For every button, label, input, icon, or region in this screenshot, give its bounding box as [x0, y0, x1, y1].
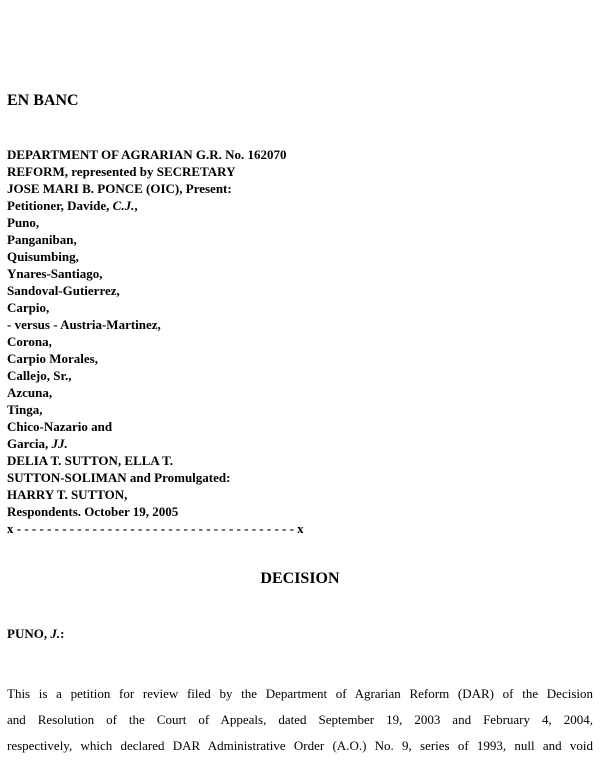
caption-text: Petitioner, Davide, — [7, 198, 113, 213]
caption-line: Quisumbing, — [7, 249, 79, 264]
caption-italic-text: JJ. — [51, 436, 68, 451]
caption-line: Carpio Morales, — [7, 351, 98, 366]
ponente-line — [7, 626, 64, 642]
caption-line: Puno, — [7, 215, 40, 230]
caption-line: Sandoval-Gutierrez, — [7, 283, 120, 298]
caption-line: SUTTON-SOLIMAN and Promulgated: — [7, 470, 231, 485]
caption-line: Azcuna, — [7, 385, 53, 400]
caption-line: Corona, — [7, 334, 52, 349]
division-heading: EN BANC — [7, 92, 79, 109]
caption-line: Ynares-Santiago, — [7, 266, 103, 281]
decision-title: DECISION — [260, 570, 340, 587]
caption-line: Chico-Nazario and — [7, 419, 113, 434]
caption-line — [7, 197, 304, 214]
caption-line: DELIA T. SUTTON, ELLA T. — [7, 453, 174, 468]
case-caption — [7, 146, 304, 537]
caption-italic-text: C.J. — [112, 198, 135, 213]
ponente-name: PUNO, — [7, 626, 51, 641]
caption-line: Callejo, Sr., — [7, 368, 72, 383]
caption-separator: x - - - - - - - - - - - - - - - - - - - - - - - - - - - - - - - - - - - - - x — [7, 521, 304, 536]
body-line: and Resolution of the Court of Appeals, dated September 19, 2003 and February 4, 2004, — [7, 712, 593, 727]
caption-line: JOSE MARI B. PONCE (OIC), Present: — [7, 181, 232, 196]
ponente-abbr: J. — [50, 626, 61, 641]
caption-text: , — [134, 198, 138, 213]
ponente-suffix: : — [60, 626, 65, 641]
caption-line: Tinga, — [7, 402, 43, 417]
caption-line: REFORM, represented by SECRETARY — [7, 164, 236, 179]
caption-line: Panganiban, — [7, 232, 77, 247]
body-line: respectively, which declared DAR Administrative Order (A.O.) No. 9, series of 1993, null and void — [7, 738, 593, 753]
body-line: This is a petition for review filed by the Department of Agrarian Reform (DAR) of the Decision — [7, 686, 593, 701]
caption-line: DEPARTMENT OF AGRARIAN G.R. No. 162070 — [7, 147, 287, 162]
caption-line — [7, 435, 304, 452]
caption-text: Garcia, — [7, 436, 52, 451]
caption-line: Respondents. October 19, 2005 — [7, 504, 179, 519]
caption-line: HARRY T. SUTTON, — [7, 487, 128, 502]
body-paragraph — [7, 681, 593, 759]
caption-line: Carpio, — [7, 300, 50, 315]
caption-line: - versus - Austria-Martinez, — [7, 317, 161, 332]
